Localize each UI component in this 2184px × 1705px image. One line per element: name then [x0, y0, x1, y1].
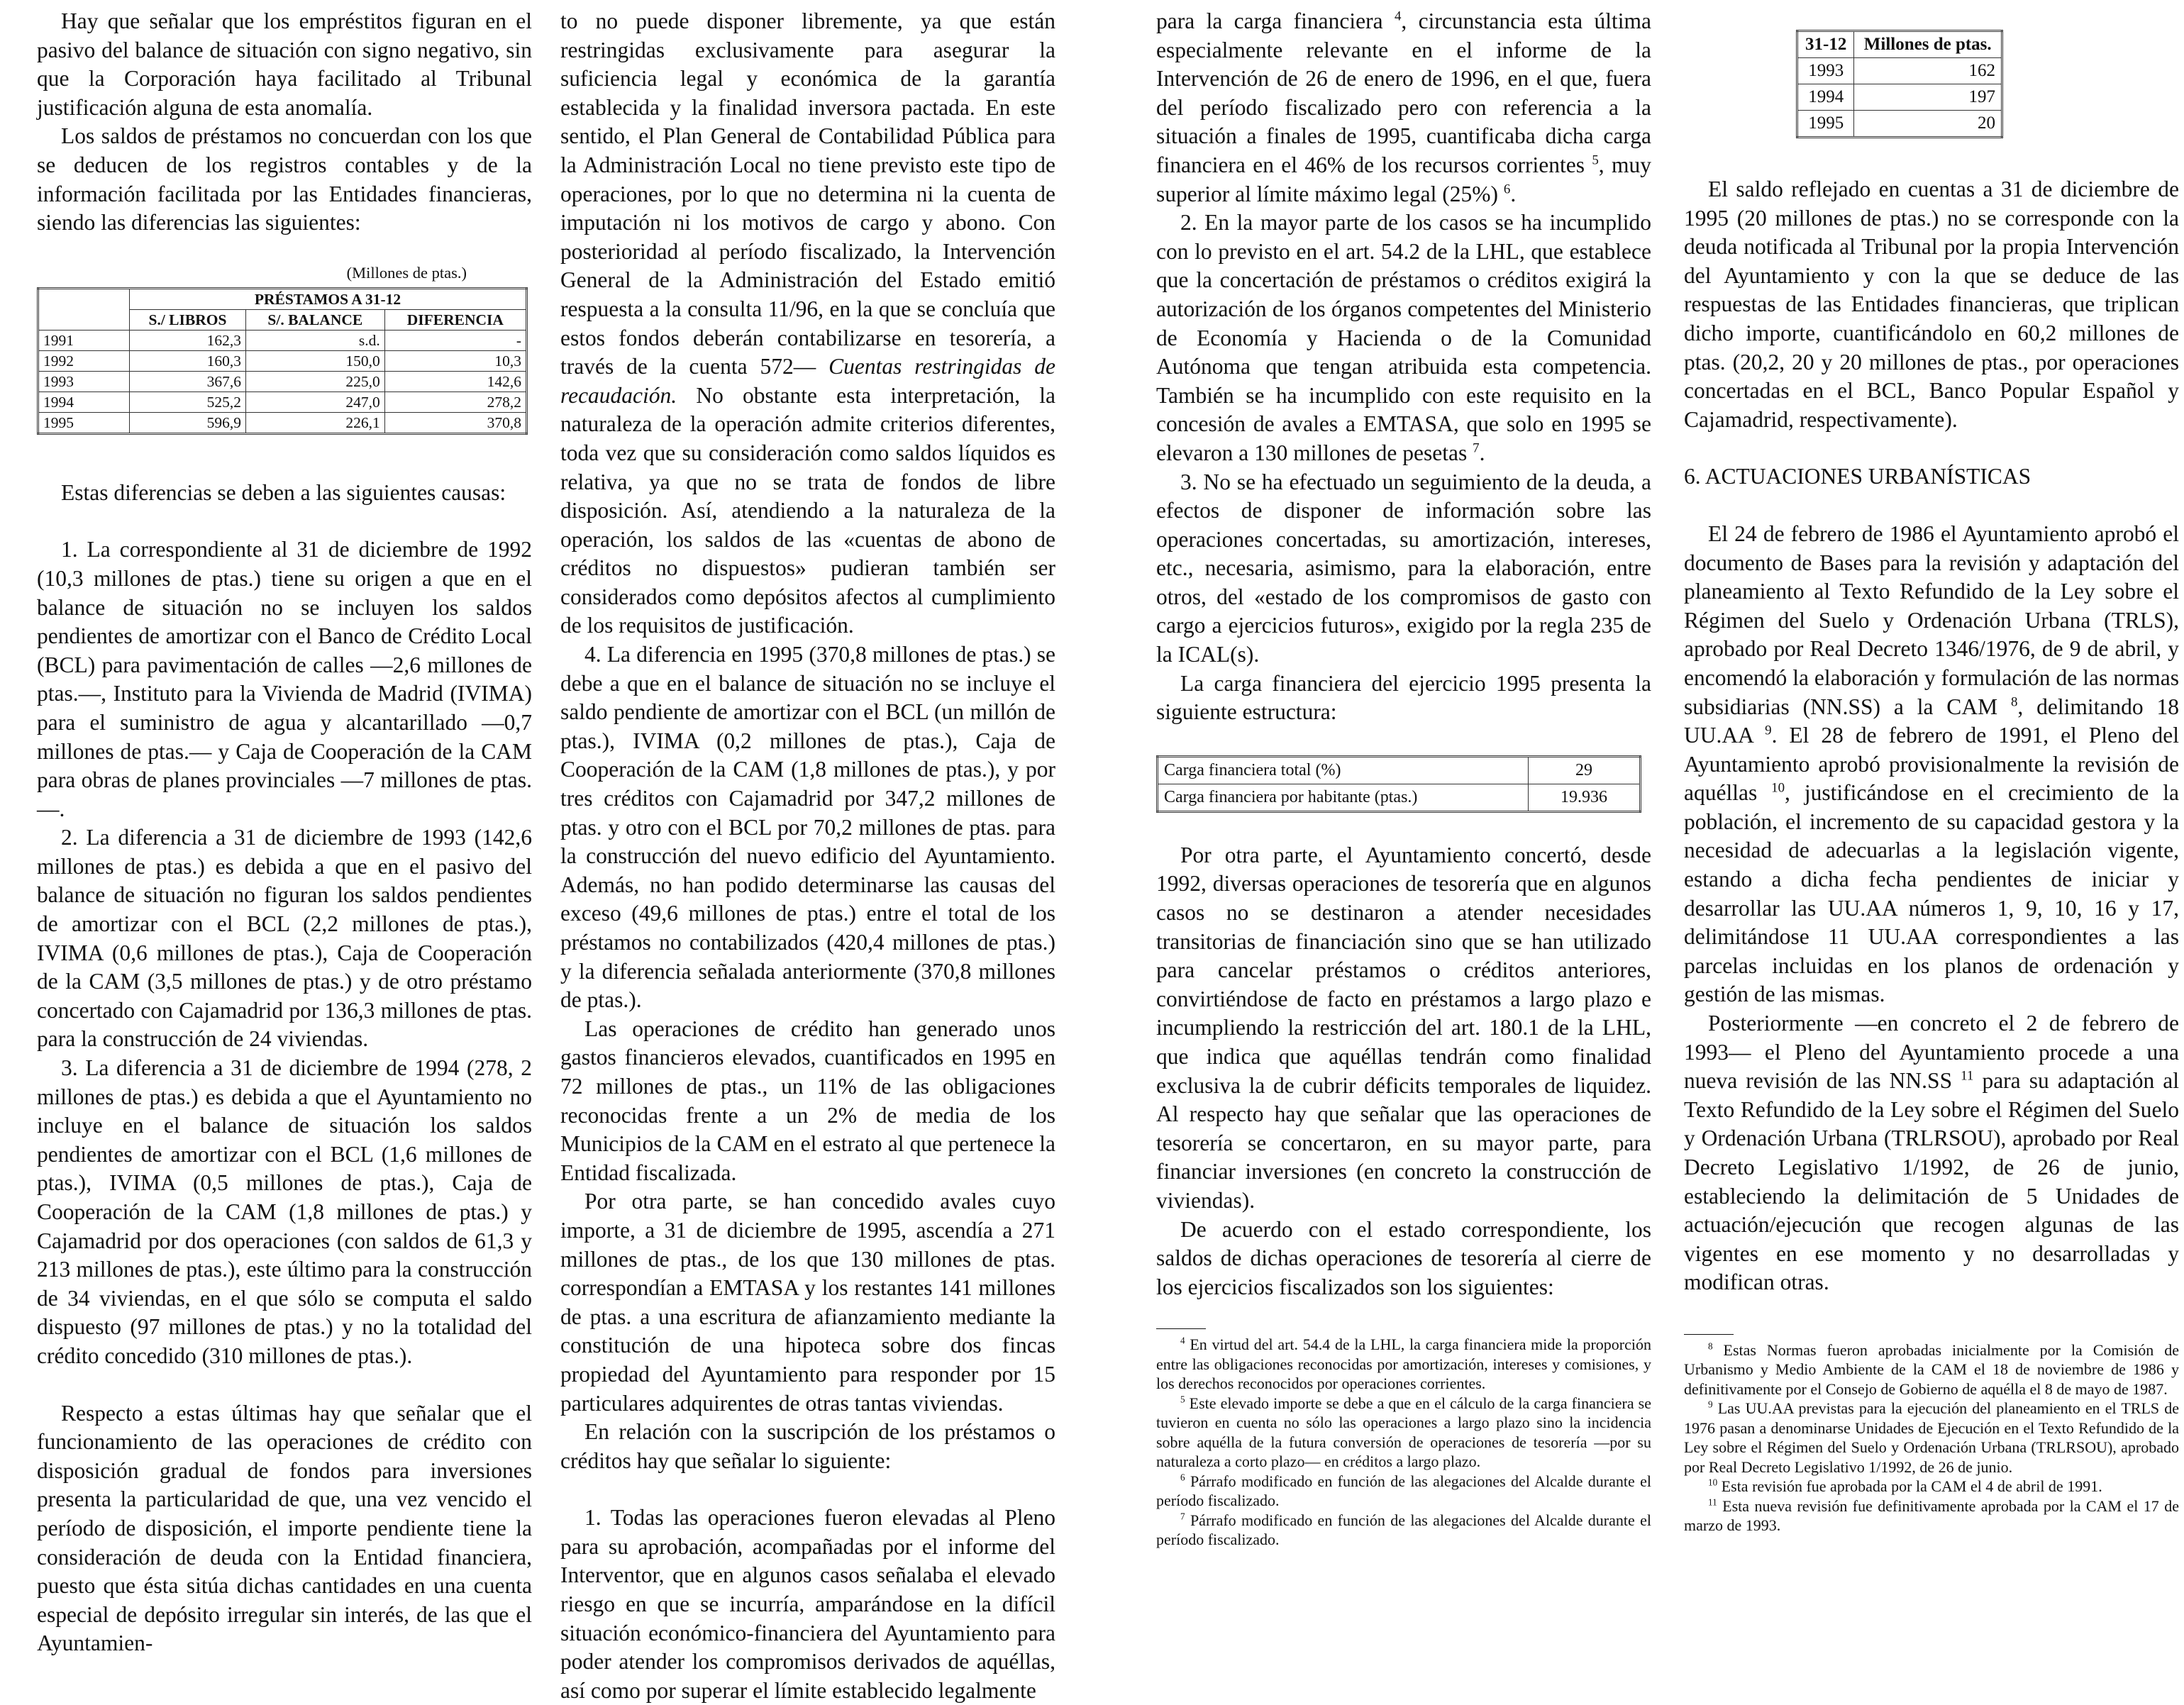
paragraph: Los saldos de préstamos no concuerdan con los que se deducen de los registros contables y de la información facilitada por las Entidades financieras, siendo las diferencias las siguientes:: [37, 123, 532, 235]
column-header: DIFERENCIA: [384, 309, 526, 330]
section-heading: 6. ACTUACIONES URBANÍSTICAS: [1684, 464, 2031, 489]
paragraph: En relación con la suscripción de los préstamos o créditos hay que señalar lo siguiente:: [560, 1419, 1055, 1473]
column-3: [1156, 7, 1651, 1550]
table-row: 1995 596,9 226,1 370,8: [38, 412, 527, 433]
paragraph: 3. La diferencia a 31 de diciembre de 1994 (278, 2 millones de ptas.) es debida a que el Ayuntamiento no incluye en el balance de situación los saldos pendientes de amortizar con el BCL (1,6 millones de ptas.), IVIMA (0,5 millones de ptas.), Caja de Cooperación de la CAM (1,8 millones de ptas.) y Cajamadrid por dos operaciones (con saldos de 61,3 y 213 millones de ptas.), este último para la construcción de 34 viviendas, en el que sólo se computa el saldo dispuesto (97 millones de ptas.) y no la totalidad del crédito concedido (310 millones de ptas.).: [37, 1055, 532, 1368]
paragraph: Por otra parte, se han concedido avales cuyo importe, a 31 de diciembre de 1995, ascendía a 271 millones de ptas., de los que 130 millones de ptas. correspondían a EMTASA y los restantes 141 millones de ptas. a una escritura de afianzamiento mediante la constitución de una hipoteca sobre dos fincas propiedad del Ayuntamiento para responder por 15 particulares adquirentes de otras tantas viviendas.: [560, 1189, 1055, 1416]
tesoreria-table: [1796, 30, 2003, 138]
table-row: 1994 197: [1797, 84, 2002, 111]
column-2: [560, 7, 1055, 1705]
footnotes: [1156, 1335, 1651, 1550]
footnote: $^7$ Párrafo modificado en función de las alegaciones del Alcalde durante el período fiscalizado.: [1156, 1511, 1651, 1549]
paragraph: Hay que señalar que los empréstitos figuran en el pasivo del balance de situación con signo negativo, sin que la Corporación haya facilitado al Tribunal justificación alguna de esta anomalía.: [37, 9, 532, 120]
footnote-ref: 8: [2010, 694, 2018, 709]
table-unit-label: (Millones de ptas.): [346, 263, 467, 282]
footnote: $^6$ Párrafo modificado en función de las alegaciones del Alcalde durante el período fiscalizado.: [1156, 1472, 1651, 1510]
paragraph: El 24 de febrero de 1986 el Ayuntamiento aprobó el documento de Bases para la revisión y adaptación del planeamiento al Texto Refundido de la Ley sobre el Régimen del Suelo y Ordenación Urbana (TRLS), aprobado por Real Decreto 1346/1976, de 9 de abril, y encomendó la elaboración y formulación de las normas subsidiarias (NN.SS) a la CAM $^8$, delimitando 18 UU.AA $^9$. El 28 de febrero de 1991, el Pleno del Ayuntamiento aprobó provisionalmente la revisión de aquéllas $^{10}$, justificándose en el crecimiento de la población, el incremento de su capacidad gestora y la necesidad de adecuarlas a la legislación vigente, estando a dicha fecha pendientes de iniciar y desarrollar las UU.AA números 1, 9, 10, 16 y 17, delimitándose 11 UU.AA correspondientes a las parcelas incluidas en los planos de ordenación y gestión de las mismas.: [1684, 521, 2180, 1007]
column-header: 31-12: [1797, 31, 1854, 58]
footnote-ref: 10: [1771, 780, 1785, 796]
footnote-ref: 6: [1503, 182, 1511, 197]
paragraph: 2. En la mayor parte de los casos se ha incumplido con lo previsto en el art. 54.2 de la LHL, que establece que la concertación de préstamos o créditos exigirá la autorización de los órganos competentes del Ministerio de Economía y Hacienda o de la Comunidad Autónoma que tengan atribuida esta competencia. También se ha incumplido con este requisito en la concesión de avales a EMTASA, que solo en 1995 se elevaron a 130 millones de pesetas $^7$.: [1156, 210, 1651, 465]
footnote: $^{10}$ Esta revisión fue aprobada por la CAM el 4 de abril de 1991.: [1708, 1477, 2102, 1496]
paragraph: 1. La correspondiente al 31 de diciembre de 1992 (10,3 millones de ptas.) tiene su origen a que en el balance de situación no se incluyen los saldos pendientes de amortizar con el Banco de Crédito Local (BCL) para pavimentación de calles —2,6 millones de ptas.—, Instituto para la Vivienda de Madrid (IVIMA) para el suministro de agua y alcantarillado —0,7 millones de ptas.— y Caja de Cooperación de la CAM para obras de planes provinciales —7 millones de ptas.—.: [37, 537, 532, 821]
table-group-header: PRÉSTAMOS A 31-12: [130, 288, 527, 309]
table-row: 1991 162,3 s.d. -: [38, 330, 527, 350]
table-row: 1993 367,6 225,0 142,6: [38, 371, 527, 391]
paragraph: El saldo reflejado en cuentas a 31 de diciembre de 1995 (20 millones de ptas.) no se corresponde con la deuda notificada al Tribunal por la propia Intervención del Ayuntamiento y con la que se deduce de las respuestas de las Entidades financieras, que triplican dicho importe, cuantificándolo en 60,2 millones de ptas. (20,2, 20 y 20 millones de ptas., por operaciones concertadas en el BCL, Banco Popular Español y Cajamadrid, respectivamente).: [1684, 177, 2179, 432]
paragraph: Las operaciones de crédito han generado unos gastos financieros elevados, cuantificados en 1995 en 72 millones de ptas., un 11% de las obligaciones reconocidas frente a un 2% de media de los Municipios de la CAM en el estrato al que pertenece la Entidad fiscalizada.: [560, 1016, 1055, 1185]
carga-financiera-table: [1156, 755, 1641, 813]
table-row: 1994 525,2 247,0 278,2: [38, 391, 527, 412]
paragraph: 1. Todas las operaciones fueron elevadas al Pleno para su aprobación, acompañadas por el informe del Interventor, que en algunos casos señalaba el elevado riesgo en que se incurría, amparándose en la difícil situación económico-financiera del Ayuntamiento para poder atender los compromisos derivados de aquéllas, así como por superar el límite establecido legalmente: [560, 1505, 1055, 1703]
paragraph: Posteriormente —en concreto el 2 de febrero de 1993— el Pleno del Ayuntamiento procede a una nueva revisión de las NN.SS $^{11}$ para su adaptación al Texto Refundido de la Ley sobre el Régimen del Suelo y Ordenación Urbana (TRLRSOU), aprobado por Real Decreto Legislativo 1/1992, de 26 de junio, estableciendo la delimitación de 5 Unidades de actuación/ejecución que recogen algunas de las vigentes en ese momento y no desarrolladas y modifican otras.: [1684, 1011, 2180, 1295]
paragraph: 2. La diferencia a 31 de diciembre de 1993 (142,6 millones de ptas.) es debida a que en el pasivo del balance de situación no figuran los saldos pendientes de amortizar con el BCL (2,2 millones de ptas.), IVIMA (0,6 millones de ptas.), Caja de Cooperación de la CAM (3,5 millones de ptas.) y de otro préstamo concertado con Cajamadrid por 136,3 millones de ptas. para la construcción de 24 viviendas.: [37, 825, 532, 1052]
footnote: $^9$ Las UU.AA previstas para la ejecución del planeamiento en el TRLS de 1976 pasan a denominarse Unidades de Ejecución en el Texto Refundido de la Ley sobre el Régimen del Suelo y Ordenación Urbana (TRLRSOU), aprobado por Real Decreto Legislativo 1/1992, de 26 de junio.: [1684, 1399, 2180, 1476]
column-header: S/. BALANCE: [245, 309, 384, 330]
footnote: $^4$ En virtud del art. 54.4 de la LHL, la carga financiera mide la proporción entre las obligaciones reconocidas por amortización, intereses y comisiones, y los derechos reconocidos por operaciones corrientes.: [1156, 1335, 1652, 1393]
footnote: $^5$ Este elevado importe se debe a que en el cálculo de la carga financiera se tuvieron en cuenta no sólo las operaciones a largo plazo sino la incidencia sobre aquélla de la futura conversión de operaciones de tesorería —por su naturaleza a corto plazo— en créditos a largo plazo.: [1156, 1394, 1652, 1471]
column-header: Millones de ptas.: [1854, 31, 2002, 58]
table-row: 1992 160,3 150,0 10,3: [38, 350, 527, 371]
footnote-ref: 4: [1394, 9, 1402, 24]
paragraph: La carga financiera del ejercicio 1995 presenta la siguiente estructura:: [1156, 670, 1651, 725]
footnote-ref: 11: [1961, 1068, 1974, 1084]
table-row: Carga financiera por habitante (ptas.) 19.936: [1158, 784, 1641, 811]
paragraph: Respecto a estas últimas hay que señalar que el funcionamiento de las operaciones de crédito con disposición gradual de fondos para inversiones presenta la particularidad de que, una vez vencido el período de disposición, el importe pendiente tiene la consideración de deuda con la Entidad financiera, puesto que ésta sitúa dichas cantidades en una cuenta especial de depósito irregular sin interés, de las que el Ayuntamien-: [37, 1400, 532, 1656]
footnote-separator: [1156, 1328, 1206, 1329]
column-4: [1684, 7, 2179, 1535]
table-row: 1995 20: [1797, 111, 2002, 138]
column-1: [37, 7, 532, 1658]
paragraph: 4. La diferencia en 1995 (370,8 millones de ptas.) se debe a que en el balance de situación no se incluye el saldo pendiente de amortizar con el BCL (un millón de ptas.), IVIMA (0,2 millones de ptas.), Caja de Cooperación de la CAM (1,8 millones de ptas.), y por tres créditos con Cajamadrid por 347,2 millones de ptas. y otro con el BCL por 70,2 millones de ptas. para la construcción del nuevo edificio del Ayuntamiento. Además, no han podido determinarse las causas del exceso (49,6 millones de ptas.) entre el total de los préstamos no contabilizados (420,4 millones de ptas.) y la diferencia señalada anteriormente (370,8 millones de ptas.).: [560, 642, 1055, 1013]
paragraph: to no puede disponer libremente, ya que están restringidas exclusivamente para asegurar la suficiencia legal y económica de la garantía establecida y la finalidad inversora pactada. En este sentido, el Plan General de Contabilidad Pública para la Administración Local no tiene previsto este tipo de operaciones, por lo que no determina ni la cuenta de imputación ni los motivos de cargo y abono. Con posterioridad al período fiscalizado, la Intervención General de la Administración del Estado emitió respuesta a la consulta 11/96, en la que se concluía que estos fondos deberán contabilizarse en tesorería, a través de la cuenta 572— Cuentas restringidas de recaudación. No obstante esta interpretación, la naturaleza de la operación admite criterios diferentes, toda vez que su consideración como saldos líquidos es relativa, ya que no se trata de fondos de libre disposición. Así, atendiendo a la naturaleza de la operación, los saldos de las «cuentas de abono de créditos no dispuestos» pudieran también ser considerados como depósitos afectos al cumplimiento de los requisitos de justificación.: [560, 9, 1056, 638]
footnotes: [1684, 1340, 2179, 1535]
footnote-separator: [1684, 1334, 1734, 1335]
footnote: $^8$ Estas Normas fueron aprobadas inicialmente por la Comisión de Urbanismo y Medio Ambiente de la CAM el 18 de noviembre de 1986 y definitivamente por el Consejo de Gobierno de aquélla el 8 de mayo de 1987.: [1684, 1340, 2179, 1398]
column-header: S./ LIBROS: [130, 309, 246, 330]
paragraph: Por otra parte, el Ayuntamiento concertó, desde 1992, diversas operaciones de tesorería que en algunos casos no se destinaron a atender necesidades transitorias de financiación sino que se han utilizado para cancelar préstamos o créditos anteriores, convirtiéndose de facto en préstamos a largo plazo e incumpliendo la restricción del art. 180.1 de la LHL, que indica que aquéllas tendrán como finalidad exclusiva la de cubrir déficits temporales de liquidez. Al respecto hay que señalar que las operaciones de tesorería se concertaron, en su mayor parte, para financiar inversiones (en concreto la construcción de viviendas).: [1156, 842, 1651, 1213]
loans-table: [37, 287, 528, 435]
paragraph: Estas diferencias se deben a las siguientes causas:: [61, 479, 506, 505]
table-row: Carga financiera total (%) 29: [1158, 756, 1641, 784]
table-row: 1993 162: [1797, 58, 2002, 84]
paragraph: 3. No se ha efectuado un seguimiento de la deuda, a efectos de disponer de información sobre las operaciones concertadas, su amortización, intereses, etc., necesaria, asimismo, para la elaboración, entre otros, del «estado de los compromisos de gasto con cargo a ejercicios futuros», exigido por la regla 235 de la ICAL(s).: [1156, 469, 1651, 667]
paragraph: De acuerdo con el estado correspondiente, los saldos de dichas operaciones de tesorería al cierre de los ejercicios fiscalizados son los siguientes:: [1156, 1216, 1651, 1299]
footnote: $^{11}$ Esta nueva revisión fue definitivamente aprobada por la CAM el 17 de marzo de 1993.: [1684, 1496, 2180, 1535]
paragraph: para la carga financiera $^4$, circunstancia esta última especialmente relevante en el informe de la Intervención de 26 de enero de 1996, en el que, fuera del período fiscalizado pero con referencia a la situación a finales de 1995, cuantificaba dicha carga financiera en el 46% de los recursos corrientes $^5$, muy superior al límite máximo legal (25%) $^6$.: [1156, 9, 1651, 206]
footnote-ref: 7: [1473, 440, 1480, 456]
footnote-ref: 5: [1592, 152, 1599, 168]
footnote-ref: 9: [1765, 723, 1772, 738]
